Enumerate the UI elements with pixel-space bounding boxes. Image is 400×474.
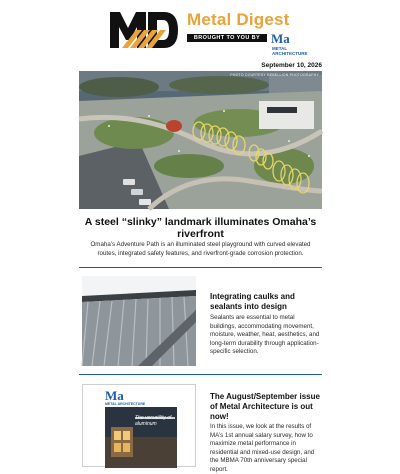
cover-headline: The versatility of aluminum — [135, 415, 172, 427]
photo-credit: PHOTO COURTESY REBELLION PHOTOGRAPHY — [230, 73, 319, 77]
sponsor-logo-subtext: METAL ARCHITECTURE — [272, 46, 308, 56]
issue-date: September 10, 2026 — [261, 62, 322, 69]
article-title-link[interactable]: Integrating caulks and sealants into design — [210, 292, 295, 311]
section-divider — [79, 267, 322, 268]
metal-architecture-logo[interactable] — [271, 31, 308, 56]
section-divider — [79, 374, 322, 375]
article-title-link[interactable]: The August/September issue of Metal Architecture is out now! — [210, 392, 320, 421]
article-description: In this issue, we look at the results of MA’s 1st annual salary survey, how to maximize metal performance in residential and mixed-use design, and the MBMA 70th anniversary special report. — [210, 423, 315, 473]
hero-description: Omaha’s Adventure Path is an illuminated steel playground with curved elevated routes, integrated safety features, and riverfront-grade corrosion protection. — [90, 241, 311, 257]
hero-headline-link[interactable]: A steel “slinky” landmark illuminates Omaha’s riverfront — [84, 216, 317, 240]
cover-logo-text: Ma — [105, 388, 124, 403]
hero-image[interactable] — [79, 71, 322, 209]
brought-to-you-by-label: BROUGHT TO YOU BY — [187, 34, 267, 42]
cover-logo-subtext: METAL ARCHITECTURE — [105, 402, 146, 406]
metal-digest-logo[interactable] — [108, 8, 180, 50]
newsletter-header — [108, 8, 308, 56]
magazine-cover-thumbnail[interactable] — [82, 384, 196, 467]
article-thumbnail-roof[interactable] — [82, 276, 196, 366]
newsletter-title: Metal Digest — [187, 10, 290, 29]
sponsor-logo-text: Ma — [271, 31, 290, 46]
article-description: Sealants are essential to metal buildings, accommodating movement, moisture, weather, heat, aesthetics, and long-term durability through application-specific selection. — [210, 314, 320, 355]
